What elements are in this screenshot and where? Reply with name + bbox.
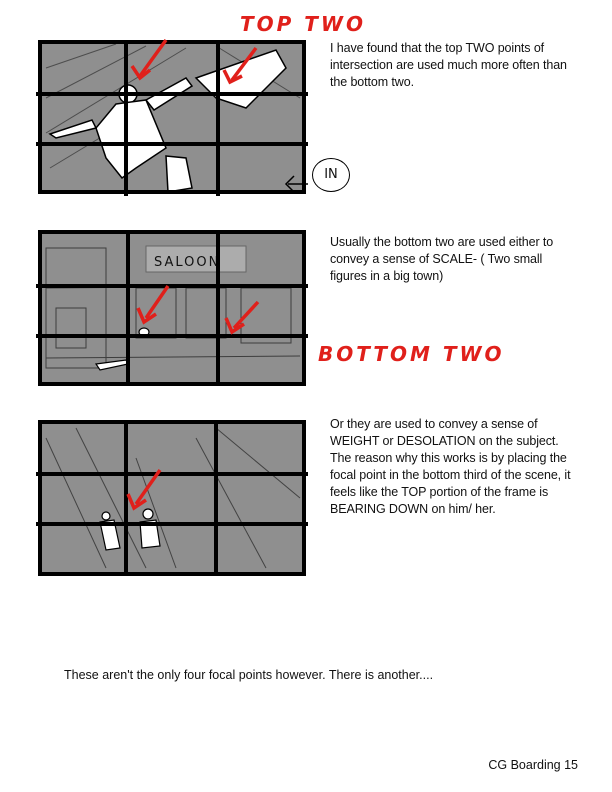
storyboard-panel-3	[36, 418, 308, 574]
footer-text: These aren't the only four focal points however. There is another....	[64, 668, 434, 682]
top-two-label: TOP TWO	[240, 12, 366, 36]
panel-3-caption: Or they are used to convey a sense of WEIGHT or DESOLATION on the subject. The reason why this works is by placing the focal point in the bottom third of the scene, it feels like the TOP portion of the frame is BEARING DOWN on him/ her.	[330, 417, 571, 516]
page-number: CG Boarding 15	[488, 758, 578, 772]
storyboard-panel-1	[36, 38, 308, 194]
panel-2-caption: Usually the bottom two are used either to convey a sense of SCALE- ( Two small figures in a big town)	[330, 235, 554, 283]
storyboard-panel-2	[36, 228, 308, 384]
panel-3-sketch	[36, 418, 308, 578]
panel-2-sketch	[36, 228, 308, 388]
bottom-two-label: BOTTOM TWO	[318, 342, 505, 366]
panel-1-sketch	[36, 38, 308, 198]
panel-1-caption: I have found that the top TWO points of intersection are used much more often than the bottom two.	[330, 41, 567, 89]
saloon-sign: SALOON	[154, 255, 221, 270]
in-tag: IN	[312, 158, 350, 192]
